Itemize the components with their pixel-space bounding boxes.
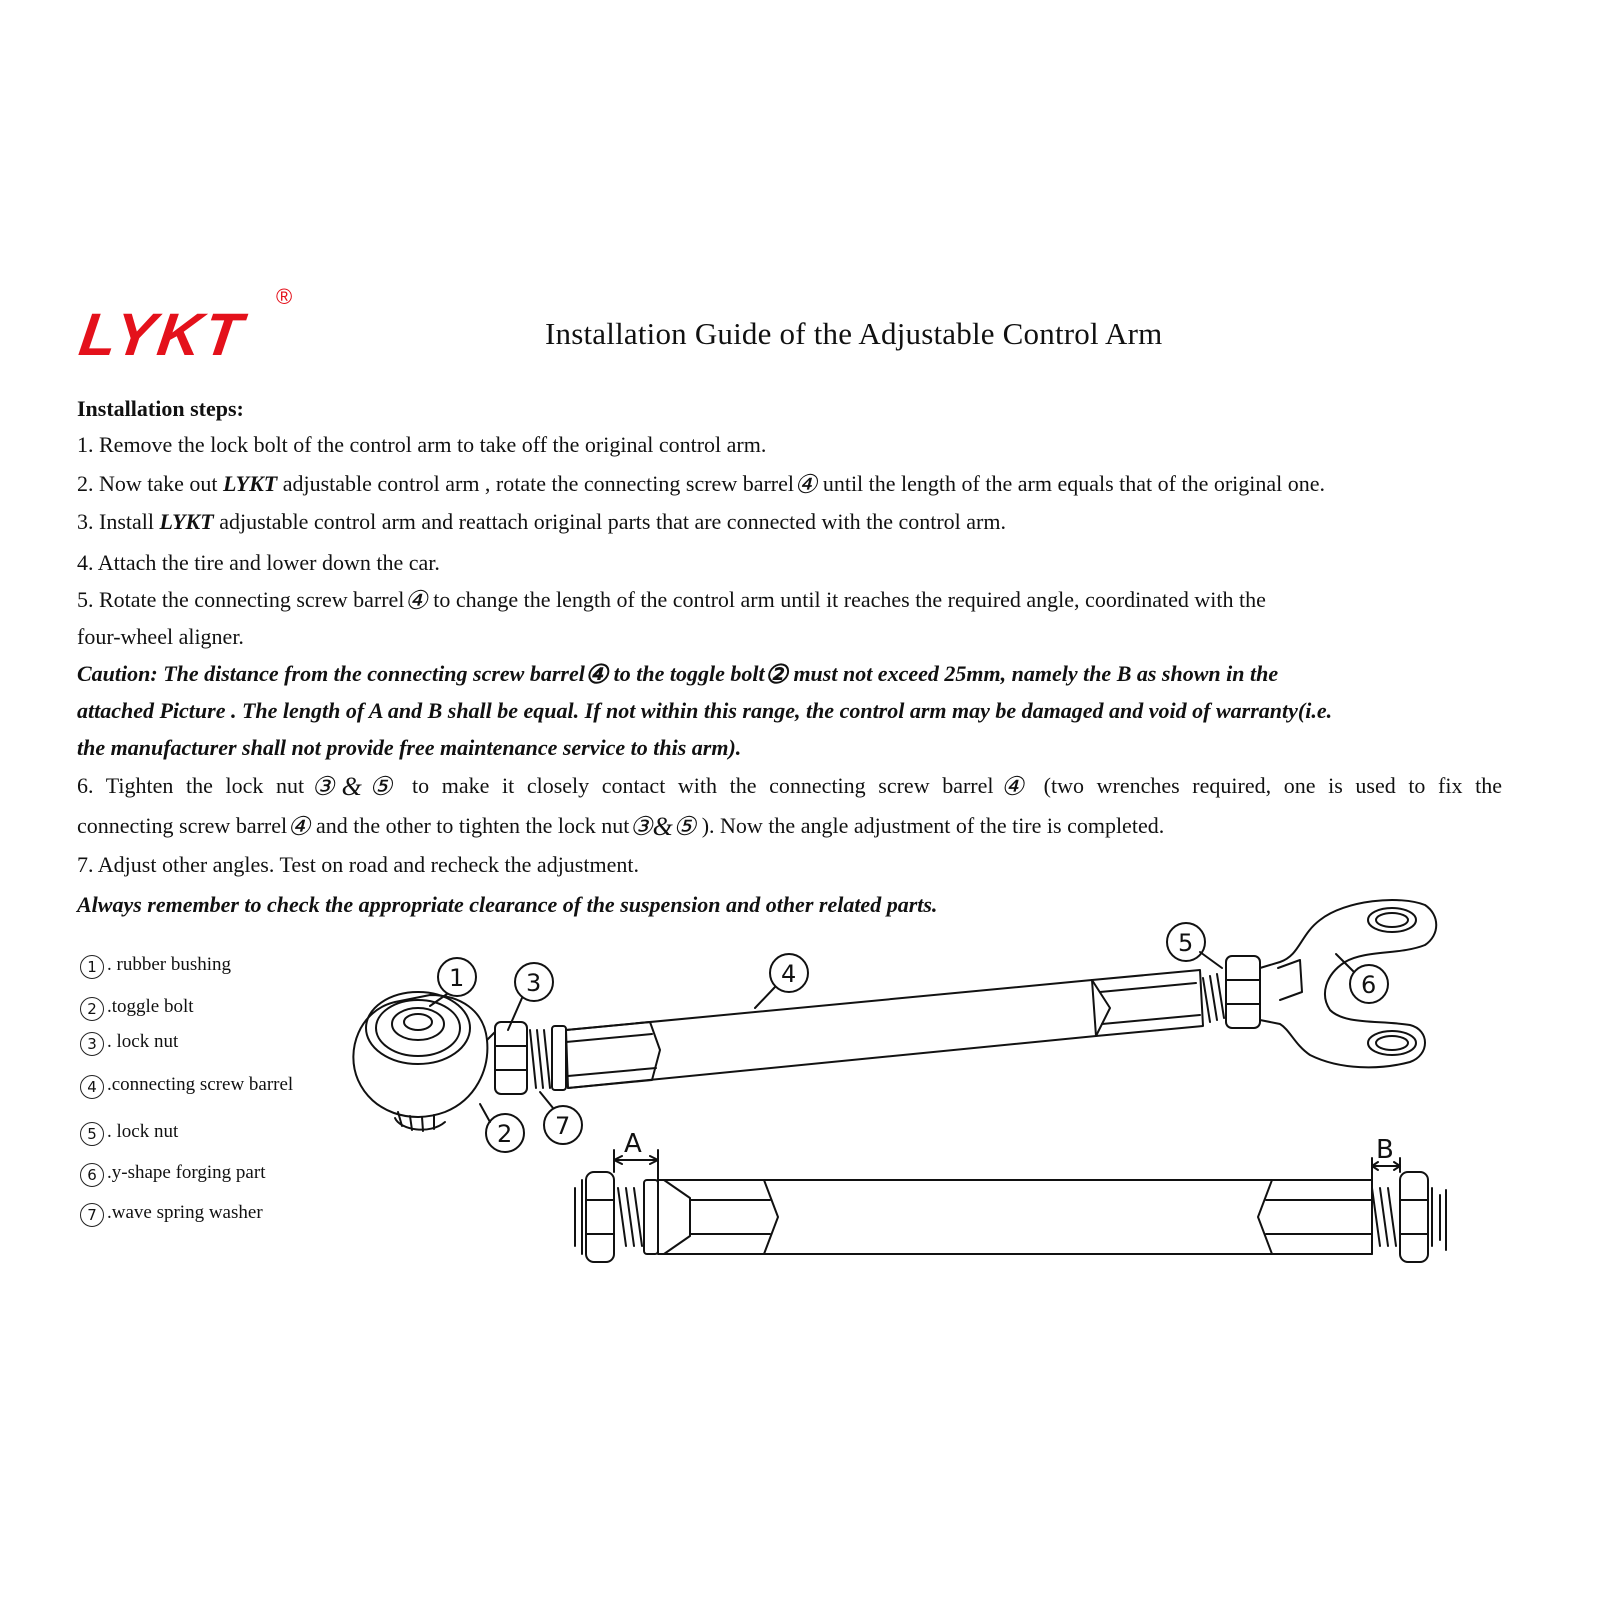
brand-logo-text: LYKT [75, 301, 249, 368]
dimension-b-label: B [1376, 1135, 1394, 1165]
caution-barrel-ref: ④ [584, 660, 609, 689]
callout-1: 1 [449, 964, 465, 992]
legend-label: . lock nut [107, 1031, 179, 1052]
callout-7: 7 [555, 1112, 571, 1140]
page-title: Installation Guide of the Adjustable Control Arm [545, 316, 1163, 351]
caution-line-2: attached Picture . The length of A and B shall be equal. If not within this range, the control arm may be damaged and void of warranty(i.e. [77, 698, 1333, 723]
caution-bolt-ref: ② [764, 660, 788, 689]
step-6-part-f: ). Now the angle adjustment of the tire is completed. [696, 813, 1165, 838]
step-2-part-c: until the length of the arm equals that of the original one. [817, 471, 1326, 496]
callout-6: 6 [1361, 971, 1377, 999]
callout-3: 3 [526, 969, 542, 997]
legend-number: 7 [80, 1203, 104, 1227]
remember-note: Always remember to check the appropriate clearance of the suspension and other related parts. [77, 892, 938, 917]
step-2-brand: LYKT [223, 471, 278, 496]
steps-heading: Installation steps: [77, 396, 244, 421]
registered-mark: ® [276, 284, 293, 309]
caution-line-3: the manufacturer shall not provide free maintenance service to this arm). [77, 735, 742, 760]
step-6-part-e: and the other to tighten the lock nut [310, 813, 630, 838]
step-5-barrel-ref: ④ [404, 586, 428, 615]
step-6-part-a: 6. Tighten the lock nut [77, 773, 305, 798]
step-7: 7. Adjust other angles. Test on road and recheck the adjustment. [77, 852, 639, 877]
legend-number: 5 [80, 1122, 104, 1146]
step-3-brand: LYKT [159, 509, 214, 534]
step-6-barrel-ref-2: ④ [287, 812, 311, 841]
step-2-part-a: 2. Now take out [77, 471, 224, 496]
step-5-continued: four-wheel aligner. [77, 624, 244, 649]
legend-number: 4 [80, 1075, 104, 1099]
dimension-a-label: A [624, 1129, 642, 1159]
step-6-part-b: to make it closely contact with the connecting screw barrel [399, 773, 994, 798]
step-5-part-b: to change the length of the control arm until it reaches the required angle, coordinated with the [427, 587, 1266, 612]
step-3-part-b: adjustable control arm and reattach original parts that are connected with the control arm. [213, 509, 1006, 534]
step-2-part-b: adjustable control arm , rotate the connecting screw barrel [277, 471, 795, 496]
caution-part-c: must not exceed 25mm, namely the B as shown in the [787, 661, 1279, 686]
legend-label: .connecting screw barrel [107, 1074, 294, 1095]
rubber-bushing-drawing [353, 992, 487, 1131]
step-3-part-a: 3. Install [77, 509, 160, 534]
legend-label: .toggle bolt [107, 996, 194, 1017]
caution-part-a: Caution: The distance from the connecting screw barrel [77, 661, 585, 686]
legend-number: 1 [80, 955, 104, 979]
legend-label: .y-shape forging part [107, 1162, 266, 1183]
step-6-barrel-ref: ④ [993, 772, 1032, 801]
caution-part-b: to the toggle bolt [608, 661, 765, 686]
step-2-barrel-ref: ④ [794, 470, 818, 499]
side-view-drawing [575, 1150, 1446, 1262]
step-6-nut-ref-2: ③&⑤ [629, 812, 697, 841]
legend-label: . lock nut [107, 1121, 179, 1142]
callout-4: 4 [781, 960, 797, 988]
step-4: 4. Attach the tire and lower down the car. [77, 550, 440, 575]
callout-5: 5 [1178, 929, 1194, 957]
callouts [430, 923, 1388, 1152]
step-6-nut-ref: ③&⑤ [304, 772, 400, 801]
legend-label: . rubber bushing [107, 954, 232, 975]
callout-2: 2 [497, 1120, 513, 1148]
step-5-part-a: 5. Rotate the connecting screw barrel [77, 587, 405, 612]
legend-number: 6 [80, 1163, 104, 1187]
step-6-part-c: (two wrenches required, one is used to fix the [1031, 773, 1502, 798]
y-forging-drawing [1260, 900, 1436, 1067]
legend-number: 3 [80, 1032, 104, 1056]
left-lock-nut-drawing [487, 1022, 566, 1094]
step-1: 1. Remove the lock bolt of the control arm to take off the original control arm. [77, 432, 767, 457]
right-lock-nut-drawing [1203, 956, 1260, 1028]
screw-barrel-drawing [566, 970, 1203, 1088]
legend-number: 2 [80, 997, 104, 1021]
step-6-part-d: connecting screw barrel [77, 813, 288, 838]
legend-label: .wave spring washer [107, 1202, 263, 1223]
